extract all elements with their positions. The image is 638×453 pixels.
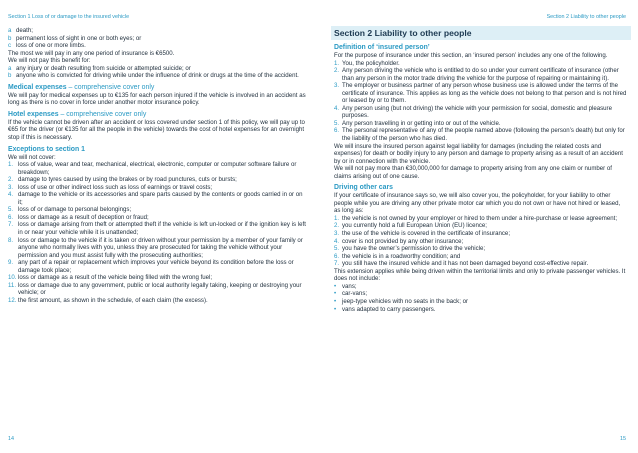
list-text: Any person travelling in or getting into or out of the vehicle. [342,119,501,127]
list-item [334,127,628,142]
list-marker: 3. [334,82,340,90]
list-item [8,42,306,50]
list-marker: 1. [8,161,14,169]
list-item [334,105,628,120]
hotel-expenses-heading [8,110,306,119]
list-item [334,60,628,68]
list-text: you still have the insured vehicle and it has not been damaged beyond cost-effective repair. [342,260,589,268]
list-item [334,260,628,268]
list-item [334,82,628,105]
list-text: loss or damage to the vehicle if it is taken or driven without your permission by a member of your family or anyone who normally lives with you, unless they are prosecuted for taking the vehicle without your permission and you must assist fully with the prosecuting authorities; [18,236,303,259]
list-marker: a [8,64,12,72]
list-text: loss or damage as a result of the vehicle being filled with the wrong fuel; [18,274,213,282]
list-text: damage to tyres caused by using the brakes or by road punctures, cuts or bursts; [18,176,237,184]
heading-main: Hotel expenses [8,110,59,118]
list-text: the first amount, as shown in the schedule, of each claim (the excess). [18,296,208,304]
list-marker: 7. [334,260,340,268]
list-item [334,67,628,82]
right-page-body [334,27,628,313]
list-item [8,191,306,206]
list-text: loss or damage arising from theft or attempted theft if the vehicle is left un-locked or if the ignition key is left in or near your vehicle while it is unattended; [18,221,306,237]
list-text: damage to the vehicle or its accessories and spare parts caused by the contents or goods carried in or on it; [18,191,303,206]
medical-expenses-heading [8,83,306,92]
list-text: anyone who is convicted for driving while under the influence of drink or drugs at the time of the accident. [16,72,299,80]
list-text: permanent loss of sight in one or both eyes; or [16,34,142,42]
list-item [334,238,628,246]
list-item [334,245,628,253]
list-marker: 1. [334,59,340,67]
list-item [8,35,306,43]
driving-list [334,215,628,268]
list-item [8,297,306,305]
list-item [334,283,628,291]
right-page-number: 15 [620,436,626,442]
list-marker: 5. [8,206,14,214]
list-marker: 4. [8,191,14,199]
left-page-number: 14 [8,436,14,442]
list-item [8,176,306,184]
list-item [8,65,306,73]
list-text: loss or damage due to any government, public or local authority legally taking, keeping or destroying your vehicle; or [18,281,302,297]
driving-text: If your certificate of insurance says so, we will also cover you, the policyholder, for your liability to other people while you are driving any other private motor car which you do not own or have not hired or leased, as long as: [334,192,621,215]
bullet-marker: • [334,305,337,313]
left-page-body [8,27,306,305]
list-marker: 2. [334,222,340,230]
list-item [8,221,306,236]
list-text: loss of one or more limbs. [16,42,86,50]
section-banner: Section 2 Liability to other people [331,26,631,40]
bullet-marker: • [334,297,337,305]
heading-sub: – comprehensive cover only [58,110,147,118]
list-item [334,290,628,298]
definition-text: For the purpose of insurance under this section, an ‘insured person’ includes any one of the following. [334,52,608,59]
list-text: loss of value, wear and tear, mechanical, electrical, electronic, computer or computer software failure or breakdown; [18,161,297,176]
list-text: the use of the vehicle is covered in the certificate of insurance; [342,230,511,238]
list-marker: 2. [334,67,340,75]
exceptions-list [8,161,306,304]
list-text: loss of or damage to personal belongings; [18,206,132,214]
list-text: death; [16,27,33,34]
list-text: vans; [342,282,357,290]
list-marker: 6. [334,127,340,135]
list-marker: 3. [8,183,14,191]
list-item [334,253,628,261]
right-running-header: Section 2 Liability to other people [546,14,626,20]
driving-other-cars-heading: Driving other cars [334,184,393,192]
list-item [334,306,628,314]
insure-text: We will insure the insured person against legal liability for damages (including the related costs and expenses) for death or bodily injury to any person and damage to property arising as a result of an accident by or in connection with the vehicle. [334,142,623,165]
list-text: vans adapted to carry passengers. [342,305,436,313]
list-item [8,27,306,35]
definition-list [334,60,628,143]
exceptions-heading: Exceptions to section 1 [8,145,85,153]
list-marker: 5. [334,119,340,127]
medical-expenses-text: We will pay for medical expenses up to €135 for each person injured if the vehicle is involved in an accident as long as there is no cover in force under another motor insurance policy. [8,91,306,107]
limit-text: We will not pay more than €30,000,000 for damage to property arising from any one claim or number of claims arising out of one cause. [334,165,612,180]
definition-heading: Definition of ‘insured person’ [334,44,430,51]
list-marker: c [8,42,12,50]
heading-main: Medical expenses [8,83,67,91]
exclusion-bullets [334,283,628,313]
list-text: you currently hold a full European Union (EU) licence; [342,222,487,230]
list-marker: 6. [334,252,340,260]
list-item [8,237,306,260]
not-pay-list [8,65,306,80]
list-text: loss of use or other indirect loss such as loss of earnings or travel costs; [18,183,213,191]
list-item [8,161,306,176]
list-marker: 3. [334,230,340,238]
bullet-marker: • [334,282,337,290]
list-marker: 4. [334,104,340,112]
list-marker: b [8,72,12,80]
list-item [8,274,306,282]
list-item [8,72,306,80]
not-pay-text: We will not pay this benefit for: [8,57,91,65]
exceptions-intro: We will not cover: [8,153,56,161]
list-marker: 6. [8,213,14,221]
list-marker: 9. [8,259,14,267]
list-text: The personal representative of any of the people named above (following the person’s death) but only for the liability of the person who has died. [342,127,625,143]
intro-list [8,27,306,50]
list-marker: 1. [334,214,340,222]
bullet-marker: • [334,290,337,298]
list-item [334,230,628,238]
list-text: any part of a repair or replacement which improves your vehicle beyond its condition before the loss or damage took place; [18,259,294,274]
list-text: car-vans; [342,290,368,298]
list-text: loss or damage as a result of deception or fraud; [18,213,149,221]
list-marker: 2. [8,176,14,184]
list-item [334,298,628,306]
list-text: any injury or death resulting from suicide or attempted suicide; or [16,64,191,72]
list-text: you have the owner’s permission to drive the vehicle; [342,245,486,253]
list-item [8,259,306,274]
list-item [8,206,306,214]
list-marker: 10. [8,274,17,282]
left-running-header: Section 1 Loss of or damage to the insured vehicle [8,14,130,20]
list-marker: 8. [8,236,14,244]
list-text: Any person using (but not driving) the vehicle with your permission for social, domestic and pleasure purposes. [342,104,612,120]
list-item [334,222,628,230]
list-text: cover is not provided by any other insurance; [342,237,464,245]
list-text: jeep-type vehicles with no seats in the back; or [342,297,469,305]
list-marker: a [8,27,12,34]
list-marker: 11. [8,281,17,289]
list-item [8,184,306,192]
list-text: the vehicle is in a roadworthy condition; and [342,252,461,260]
list-item [334,120,628,128]
hotel-expenses-text: If the vehicle cannot be driven after an accident or loss covered under section 1 of this policy, we will pay up to €65 for the driver (or €135 for all the people in the vehicle) towards the cost of hotel expenses for an overnight stop if this is necessary. [8,118,305,142]
list-text: The employer or business partner of any person whose business use is allowed under the terms of the certificate of insurance. This applies as long as the vehicle does not belong to that person and is not hired or leased by or to them. [342,82,627,105]
list-marker: 5. [334,245,340,253]
list-marker: 4. [334,237,340,245]
extension-text: This extension applies while being driven within the territorial limits and only to private passenger vehicles. It does not include: [334,267,626,283]
max-benefit-text: The most we will pay in any one period of insurance is €6500. [8,49,175,57]
list-marker: b [8,34,12,42]
list-item [334,215,628,223]
list-text: You, the policyholder. [342,59,400,67]
list-marker: 12. [8,296,17,304]
right-page [319,0,638,453]
list-text: the vehicle is not owned by your employer or hired to them under a hire-purchase or lease agreement; [342,214,618,222]
heading-sub: – comprehensive cover only [66,83,155,91]
list-item [8,282,306,297]
list-marker: 7. [8,221,14,229]
list-item [8,214,306,222]
list-text: Any person driving the vehicle who is entitled to do so under your current certificate of insurance (other than any person in the motor trade driving the vehicle for the purpose of repairing or maintaining it). [342,67,619,82]
